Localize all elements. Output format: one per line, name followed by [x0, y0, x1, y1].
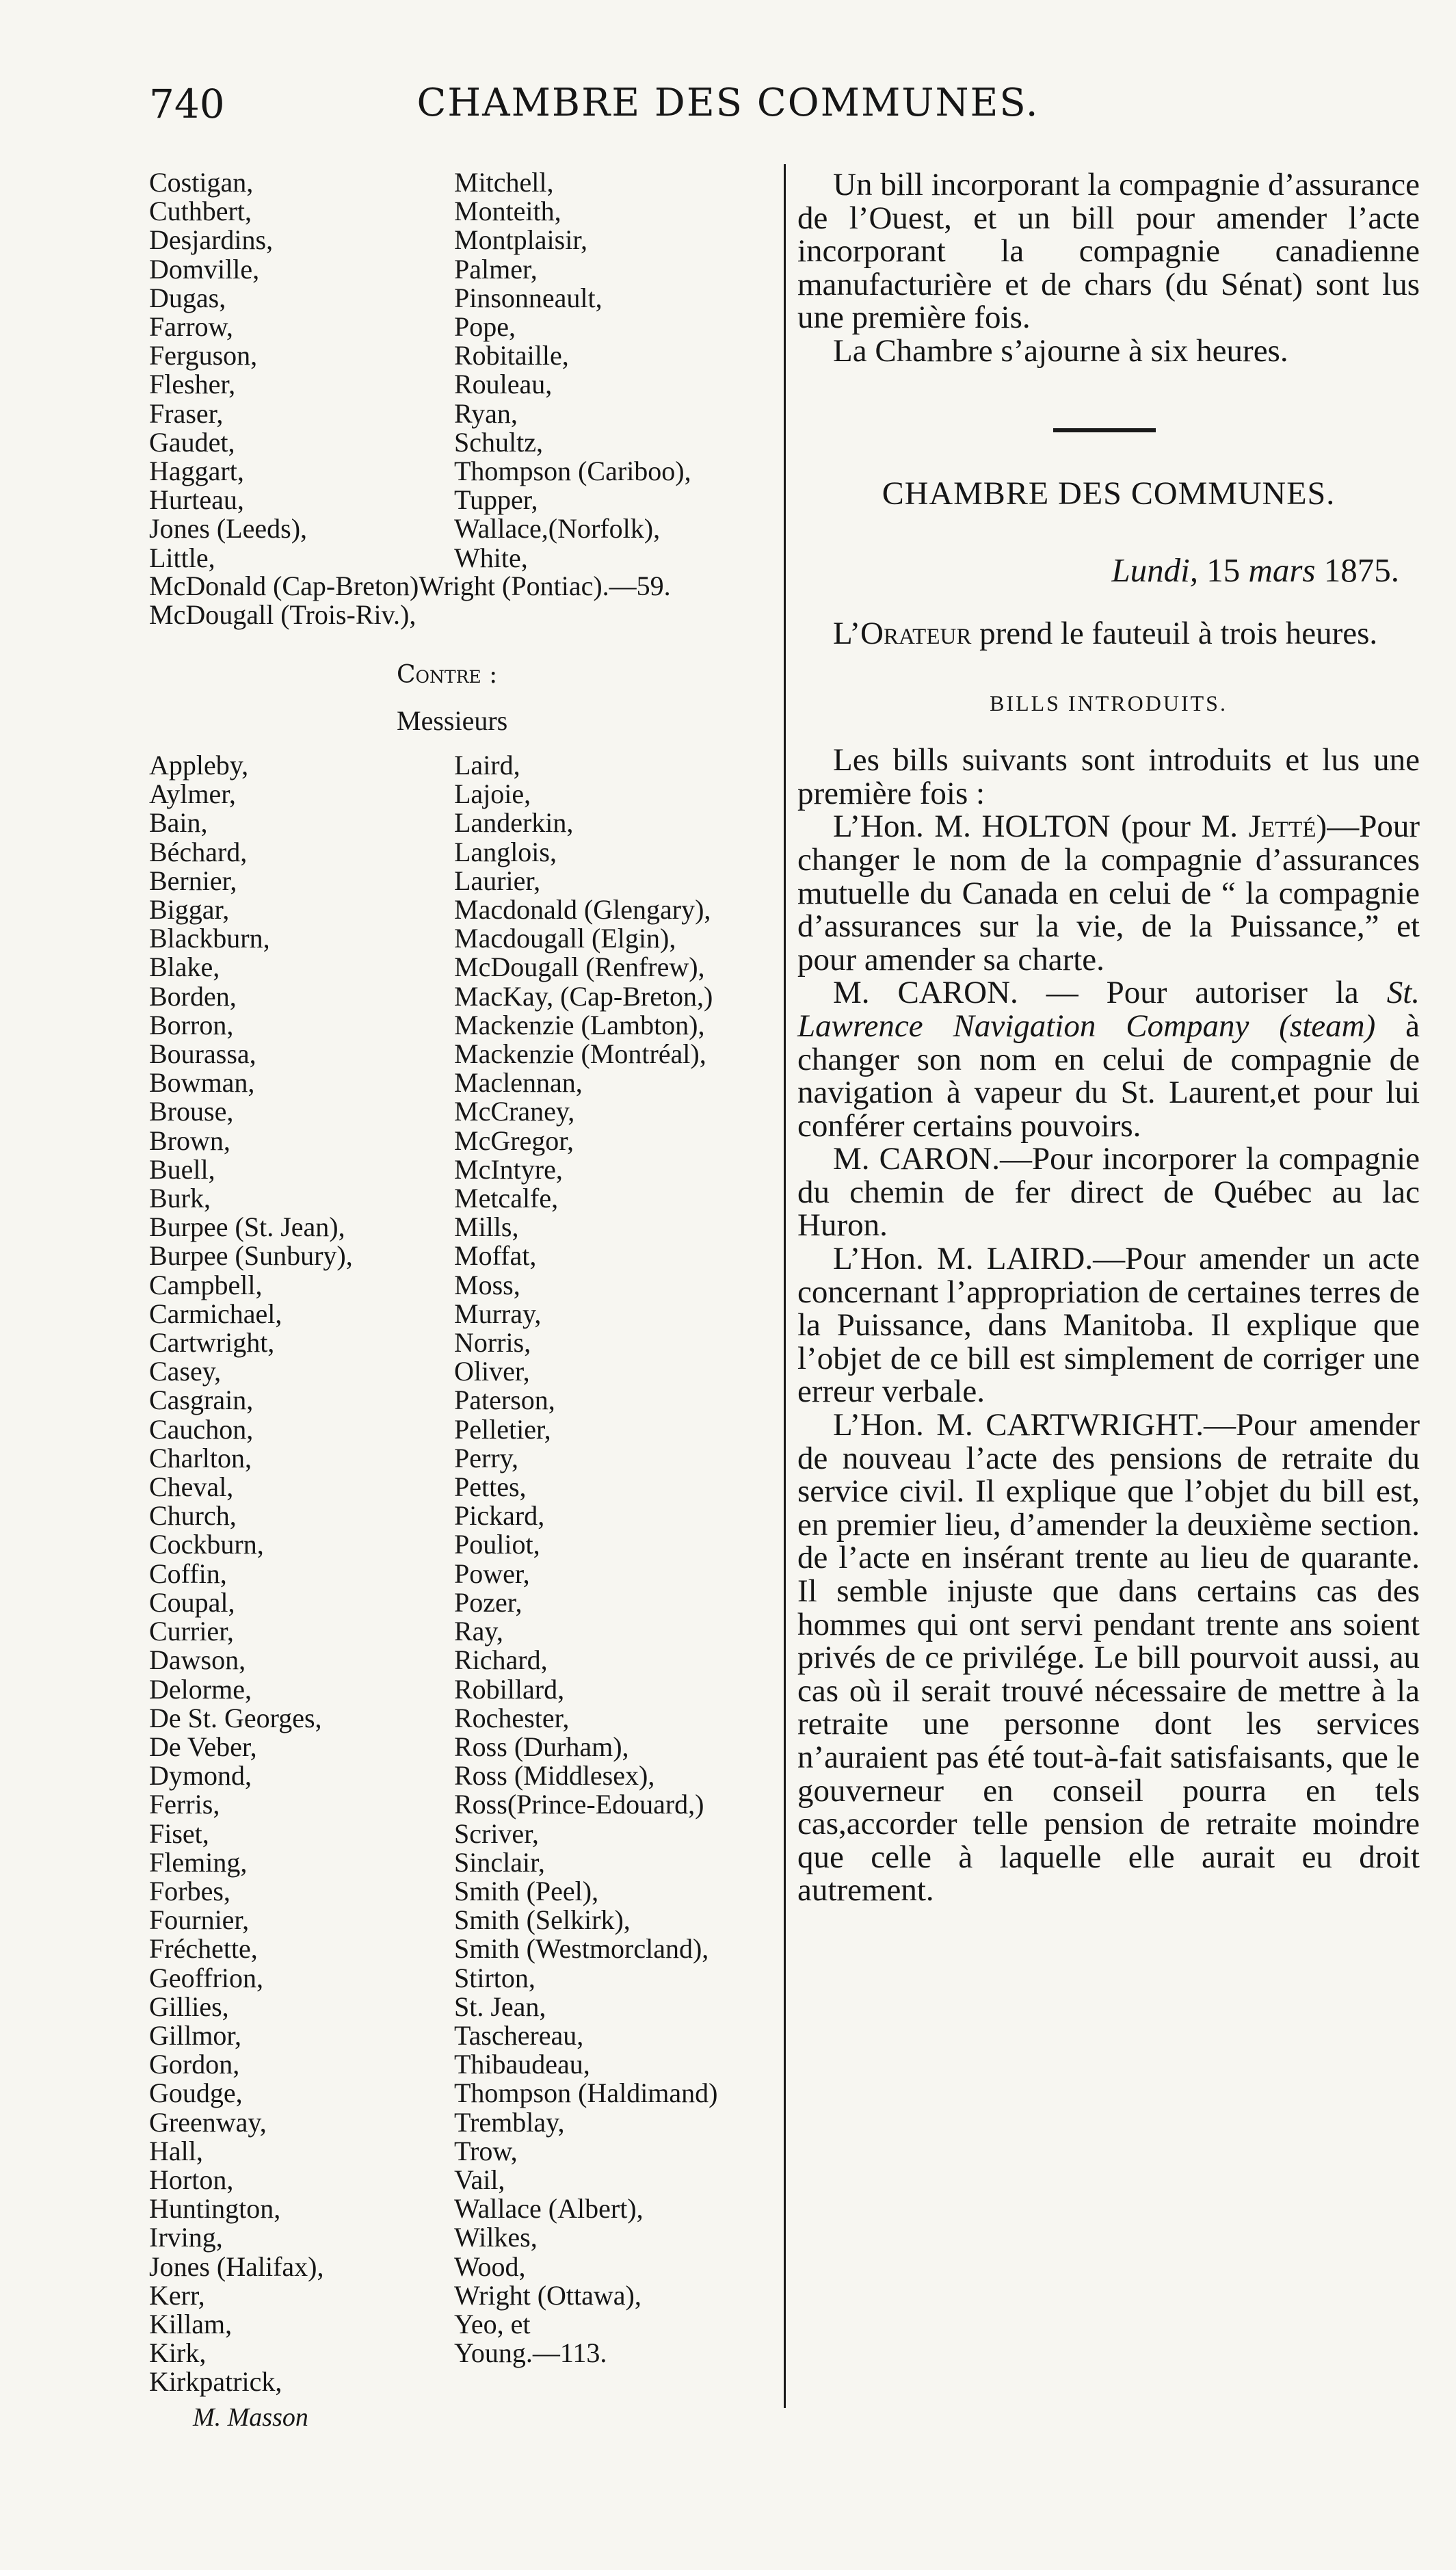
member-name: Casgrain, — [149, 1385, 254, 1416]
member-name: Cartwright, — [149, 1327, 275, 1359]
right-column — [797, 168, 1420, 1907]
member-name: Fraser, — [149, 397, 224, 429]
member-name: Hurteau, — [149, 484, 244, 516]
member-name: Burpee (Sunbury), — [149, 1240, 353, 1272]
member-name: Burpee (St. Jean), — [149, 1211, 345, 1243]
member-name: Ferris, — [149, 1789, 220, 1820]
member-name: Burk, — [149, 1183, 211, 1214]
member-name: Coupal, — [149, 1586, 235, 1618]
member-name: Church, — [149, 1500, 237, 1532]
separator-rule — [1053, 428, 1156, 432]
member-name: Dawson, — [149, 1644, 246, 1676]
member-name: Geoffrion, — [149, 1962, 263, 1993]
paragraph: La Chambre s’ajourne à six heures. — [833, 332, 1288, 369]
paragraph: L’Hon. M. LAIRD.—Pour amender un acte concernant l’appropriation de certaines terres de la Puissance, dans Manitoba. Il explique que l’objet de ce bill est simplement de corriger une erreur verbale. — [797, 1241, 1420, 1410]
member-name: Delorme, — [149, 1673, 252, 1705]
dateline — [797, 551, 1399, 590]
member-name: Schultz, — [454, 426, 543, 458]
member-name: Bourassa, — [149, 1038, 256, 1070]
member-name: Farrow, — [149, 311, 233, 343]
member-name: Tremblay, — [454, 2106, 565, 2138]
member-name: Greenway, — [149, 2106, 267, 2138]
paragraph: M. CARON.—Pour incorporer la compagnie du chemin de fer direct de Québec au lac Huron. — [797, 1141, 1420, 1244]
member-name: Perry, — [454, 1442, 519, 1473]
member-name: Norris, — [454, 1327, 531, 1359]
paragraph-text: L’Hon. M. HOLTON (pour M. — [833, 809, 1239, 845]
member-name: Vail, — [454, 2164, 505, 2195]
member-name: Thompson (Haldimand) — [454, 2077, 718, 2109]
paragraph: L’Hon. M. CARTWRIGHT.—Pour amender de nouveau l’acte des pensions de retraite du service civil. Il explique que l’objet du bill est, en premier lieu, d’amender la deuxième section. de l’acte en insérant trente au lieu de quarante. Il semble injuste que dans certains cas des hommes qui ont servi pendant trente ans soient privés de ce privilége. Le bill pourvoit aussi, au cas où il serait trouvé nécessaire de mettre à la retraite une personne dont les services n’auraient pas été tout-à-fait satisfaisants, que le gouverneur en conseil pourra en tels cas,accorder telle pension de retraite moindre que celle à laquelle elle aurait eu droit autrement. — [797, 1407, 1420, 1909]
member-name: Yeo, et — [454, 2308, 531, 2339]
member-name: Pozer, — [454, 1586, 522, 1618]
member-name: Pinsonneault, — [454, 282, 603, 313]
section-title: CHAMBRE DES COMMUNES. — [882, 475, 1336, 512]
member-name: Mills, — [454, 1211, 519, 1243]
member-name: MacKay, (Cap-Breton,) — [454, 980, 713, 1012]
page-number: 740 — [149, 81, 225, 127]
member-name: McGregor, — [454, 1125, 574, 1156]
member-name: Rouleau, — [454, 369, 553, 400]
member-name: McIntyre, — [454, 1153, 563, 1185]
names-column-a — [149, 168, 450, 573]
member-name: Murray, — [454, 1298, 542, 1329]
member-name: Smith (Westmorcland), — [454, 1933, 709, 1965]
names-pour-tail — [149, 572, 671, 629]
member-name: Bain, — [149, 807, 208, 839]
messieurs-heading: Messieurs — [397, 705, 508, 736]
member-name: De St. Georges, — [149, 1702, 322, 1733]
paragraph — [797, 617, 1420, 651]
paragraph-text: prend le fauteuil à trois heures. — [979, 615, 1378, 651]
member-name: St. Jean, — [454, 1991, 546, 2022]
names-column-b — [454, 168, 776, 573]
member-name: Jones (Leeds), — [149, 513, 308, 545]
paragraph-text: M. CARON. — Pour autoriser la — [833, 975, 1359, 1011]
member-name: McDougall (Trois-Riv.), — [149, 599, 416, 631]
member-name: Charlton, — [149, 1442, 252, 1473]
member-name: Gordon, — [149, 2049, 240, 2080]
member-name: Landerkin, — [454, 807, 574, 839]
member-name: Gaudet, — [149, 426, 235, 458]
member-name: Fournier, — [149, 1904, 250, 1936]
member-name: Coffin, — [149, 1558, 227, 1589]
member-name: Campbell, — [149, 1269, 263, 1300]
member-name: Fréchette, — [149, 1933, 258, 1965]
member-name: McDougall (Renfrew), — [454, 952, 705, 983]
member-name: Casey, — [149, 1356, 222, 1387]
member-name: Appleby, — [149, 750, 249, 781]
member-name: Rochester, — [454, 1702, 570, 1733]
member-name: Bowman, — [149, 1067, 255, 1099]
member-name: Jetté — [1248, 809, 1316, 845]
member-name: Moss, — [454, 1269, 520, 1300]
member-name: Wright (Ottawa), — [454, 2279, 641, 2311]
member-name: Smith (Selkirk), — [454, 1904, 631, 1936]
member-name: Kirk, — [149, 2337, 207, 2369]
member-name: Horton, — [149, 2164, 234, 2195]
paragraph: Les bills suivants sont introduits et lus une première fois : — [797, 742, 1420, 811]
paragraph — [797, 976, 1420, 1142]
member-name: Dugas, — [149, 282, 226, 313]
date-year: 1875. — [1323, 551, 1399, 589]
member-name: Pope, — [454, 311, 516, 343]
member-name: Power, — [454, 1558, 530, 1589]
member-name: Cockburn, — [149, 1529, 264, 1560]
member-name: Robillard, — [454, 1673, 565, 1705]
member-name: Kirkpatrick, — [149, 2366, 282, 2398]
speaker-name: L’Orateur — [833, 615, 972, 651]
member-name: De Veber, — [149, 1731, 257, 1762]
member-name: Wood, — [454, 2251, 526, 2282]
member-name: Borden, — [149, 980, 237, 1012]
paragraph: Un bill incorporant la compagnie d’assurance de l’Ouest, et un bill pour amender l’acte incorporant la compagnie canadienne manufacturière et de chars (du Sénat) sont lus une première fois. — [797, 167, 1420, 336]
member-name: Jones (Halifax), — [149, 2251, 324, 2282]
member-name: Ross(Prince-Edouard,) — [454, 1789, 704, 1820]
member-name: McCraney, — [454, 1096, 575, 1127]
member-name: Sinclair, — [454, 1846, 545, 1878]
member-name: Robitaille, — [454, 340, 569, 371]
member-name: Paterson, — [454, 1385, 555, 1416]
member-name: Pickard, — [454, 1500, 545, 1532]
member-name: Carmichael, — [149, 1298, 282, 1329]
member-name: Young.—113. — [454, 2337, 607, 2369]
member-name: Macdougall (Elgin), — [454, 923, 676, 954]
member-name: Maclennan, — [454, 1067, 583, 1099]
member-name: Cuthbert, — [149, 196, 252, 227]
member-name: Hall, — [149, 2135, 203, 2166]
member-name: Biggar, — [149, 894, 230, 926]
member-name: Scriver, — [454, 1818, 539, 1849]
member-name: Borron, — [149, 1009, 234, 1040]
footer-name: M. Masson — [193, 2403, 308, 2432]
member-name: Ferguson, — [149, 340, 258, 371]
member-name: Blackburn, — [149, 923, 270, 954]
member-name: Thibaudeau, — [454, 2049, 590, 2080]
member-name: Dymond, — [149, 1760, 252, 1792]
member-name: Wilkes, — [454, 2222, 538, 2253]
member-name: Brown, — [149, 1125, 230, 1156]
member-name: Buell, — [149, 1153, 215, 1185]
member-name: Haggart, — [149, 456, 244, 487]
member-name: Cauchon, — [149, 1413, 254, 1445]
member-name: Thompson (Cariboo), — [454, 456, 691, 487]
member-name: Lajoie, — [454, 778, 531, 810]
member-name: Oliver, — [454, 1356, 530, 1387]
names-column-a — [149, 751, 450, 2397]
member-name: Ryan, — [454, 397, 518, 429]
member-name: Cheval, — [149, 1471, 234, 1503]
member-name: Flesher, — [149, 369, 236, 400]
member-name: Wallace,(Norfolk), — [454, 513, 661, 545]
member-name: Richard, — [454, 1644, 548, 1676]
member-name: Mackenzie (Montréal), — [454, 1038, 706, 1070]
member-name: Fleming, — [149, 1846, 248, 1878]
column-divider — [784, 164, 786, 2408]
member-name: Blake, — [149, 952, 220, 983]
paragraph-text: )—Pour changer le nom de la compagnie d’assurances mutuelle du Canada en celui de “ la compagnie d’assurances sur la vie, de la Puissance,” et pour amender sa charte. — [797, 809, 1420, 978]
member-name: Goudge, — [149, 2077, 243, 2109]
member-name: Desjardins, — [149, 224, 274, 256]
names-column-b — [454, 751, 776, 2368]
member-name: Gillmor, — [149, 2019, 242, 2051]
member-name: Moffat, — [454, 1240, 537, 1272]
member-name: Pelletier, — [454, 1413, 551, 1445]
date-number: 15 — [1206, 551, 1241, 589]
member-name: Killam, — [149, 2308, 233, 2339]
member-name: Bernier, — [149, 865, 237, 896]
member-name: Stirton, — [454, 1962, 535, 1993]
member-name: McDonald (Cap-Breton)Wright (Pontiac).—59. — [149, 571, 671, 601]
member-name: Metcalfe, — [454, 1183, 559, 1214]
member-name: White, — [454, 542, 528, 573]
member-name: Ross (Durham), — [454, 1731, 629, 1762]
member-name: Kerr, — [149, 2279, 205, 2311]
member-name: Irving, — [149, 2222, 223, 2253]
paragraph — [797, 810, 1420, 976]
company-name: St. Lawrence Navigation Company (steam) — [797, 975, 1420, 1044]
member-name: Taschereau, — [454, 2019, 584, 2051]
member-name: Domville, — [149, 253, 260, 285]
member-name: Tupper, — [454, 484, 538, 516]
running-title: CHAMBRE DES COMMUNES. — [416, 81, 1040, 125]
member-name: Ray, — [454, 1616, 503, 1647]
member-name: Palmer, — [454, 253, 538, 285]
member-name: Monteith, — [454, 196, 561, 227]
member-name: Aylmer, — [149, 778, 236, 810]
member-name: Little, — [149, 542, 215, 573]
paragraph-text: à changer son nom en celui de compagnie de navigation à vapeur du St. Laurent,et pour lui conférer certains pouvoirs. — [797, 1008, 1420, 1144]
member-name: Pouliot, — [454, 1529, 540, 1560]
contre-heading: Contre : — [397, 661, 498, 689]
member-name: Wallace (Albert), — [454, 2193, 644, 2225]
member-name: Mitchell, — [454, 167, 554, 198]
member-name: Ross (Middlesex), — [454, 1760, 655, 1792]
member-name: Smith (Peel), — [454, 1875, 599, 1906]
member-name: Béchard, — [149, 836, 248, 867]
date-month: mars — [1248, 551, 1316, 589]
member-name: Gillies, — [149, 1991, 229, 2022]
member-name: Currier, — [149, 1616, 234, 1647]
member-name: Laird, — [454, 750, 520, 781]
member-name: Huntington, — [149, 2193, 281, 2225]
member-name: Fiset, — [149, 1818, 209, 1849]
member-name: Forbes, — [149, 1875, 230, 1906]
member-name: Montplaisir, — [454, 224, 588, 256]
member-name: Mackenzie (Lambton), — [454, 1009, 705, 1040]
member-name: Pettes, — [454, 1471, 527, 1503]
member-name: Langlois, — [454, 836, 557, 867]
date-day: Lundi, — [1111, 551, 1198, 589]
member-name: Laurier, — [454, 865, 541, 896]
member-name: Trow, — [454, 2135, 518, 2166]
member-name: Costigan, — [149, 167, 254, 198]
bills-heading: BILLS INTRODUITS. — [990, 691, 1228, 716]
member-name: Macdonald (Glengary), — [454, 894, 711, 926]
member-name: Brouse, — [149, 1096, 234, 1127]
